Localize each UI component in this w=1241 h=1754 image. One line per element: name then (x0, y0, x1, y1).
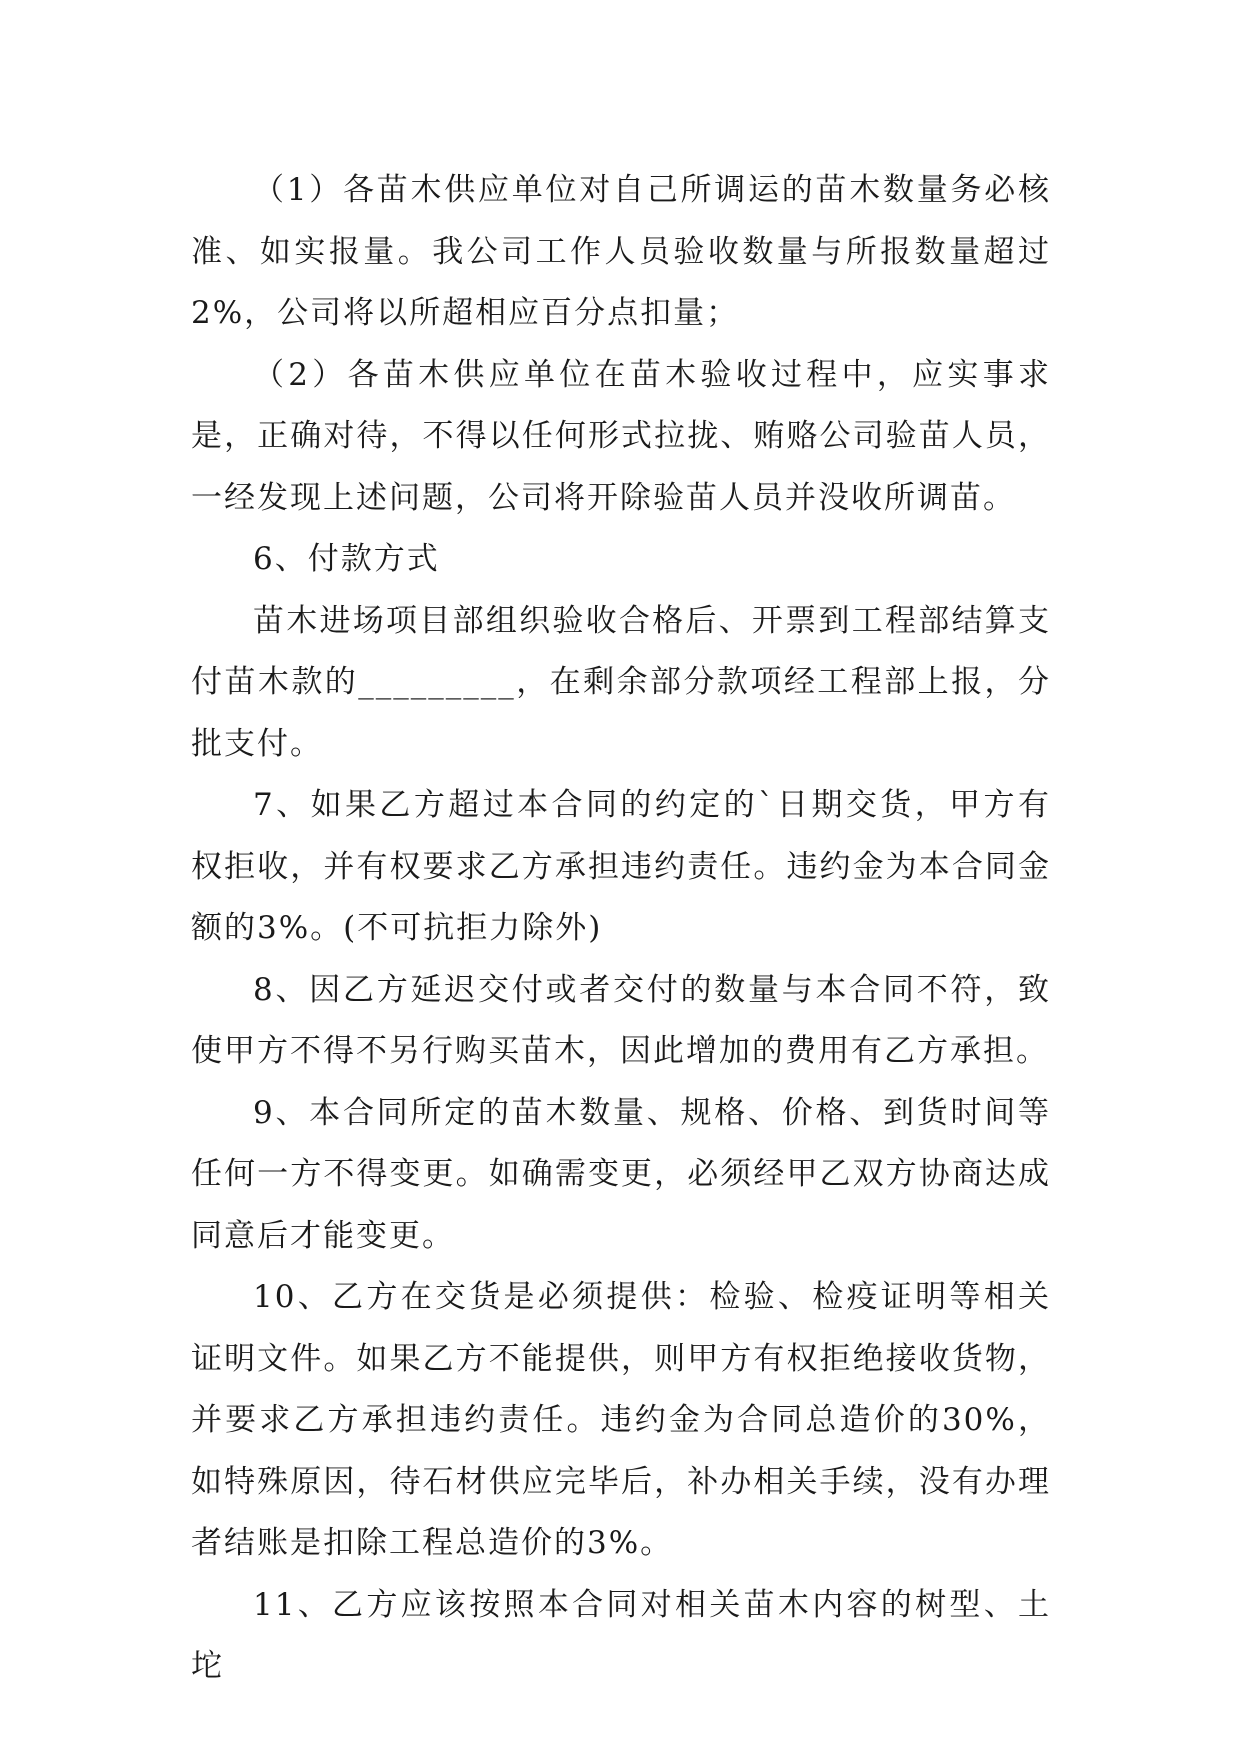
document-body (191, 160, 1051, 1698)
paragraph-verification-integrity: （2）各苗木供应单位在苗木验收过程中，应实事求是，正确对待，不得以任何形式拉拢、贿赂公司验苗人员，一经发现上述问题，公司将开除验苗人员并没收所调苗。 (191, 356, 1051, 516)
clause-8-delay-cost: 8、因乙方延迟交付或者交付的数量与本合同不符，致使甲方不得不另行购买苗木，因此增加的费用有乙方承担。 (191, 971, 1051, 1069)
section-heading-payment: 6、付款方式 (253, 541, 440, 577)
paragraph-verification-quantity: （1）各苗木供应单位对自己所调运的苗木数量务必核准、如实报量。我公司工作人员验收数量与所报数量超过2%，公司将以所超相应百分点扣量； (191, 172, 1051, 331)
paragraph-payment-terms: 苗木进场项目部组织验收合格后、开票到工程部结算支付苗木款的_________，在剩余部分款项经工程部上报，分批支付。 (191, 602, 1051, 762)
clause-9-no-change: 9、本合同所定的苗木数量、规格、价格、到货时间等任何一方不得变更。如确需变更，必须经甲乙双方协商达成同意后才能变更。 (191, 1094, 1051, 1254)
clause-7-late-delivery: 7、如果乙方超过本合同的约定的`日期交货，甲方有权拒收，并有权要求乙方承担违约责任。违约金为本合同金额的3%。(不可抗拒力除外) (191, 787, 1051, 946)
clause-11-tree-shape: 11、乙方应该按照本合同对相关苗木内容的树型、土坨 (191, 1586, 1051, 1684)
clause-10-certificates: 10、乙方在交货是必须提供：检验、检疫证明等相关证明文件。如果乙方不能提供，则甲方有权拒绝接收货物，并要求乙方承担违约责任。违约金为合同总造价的30%，如特殊原因，待石材供应完毕后，补办相关手续，没有办理者结账是扣除工程总造价的3%。 (191, 1279, 1051, 1561)
